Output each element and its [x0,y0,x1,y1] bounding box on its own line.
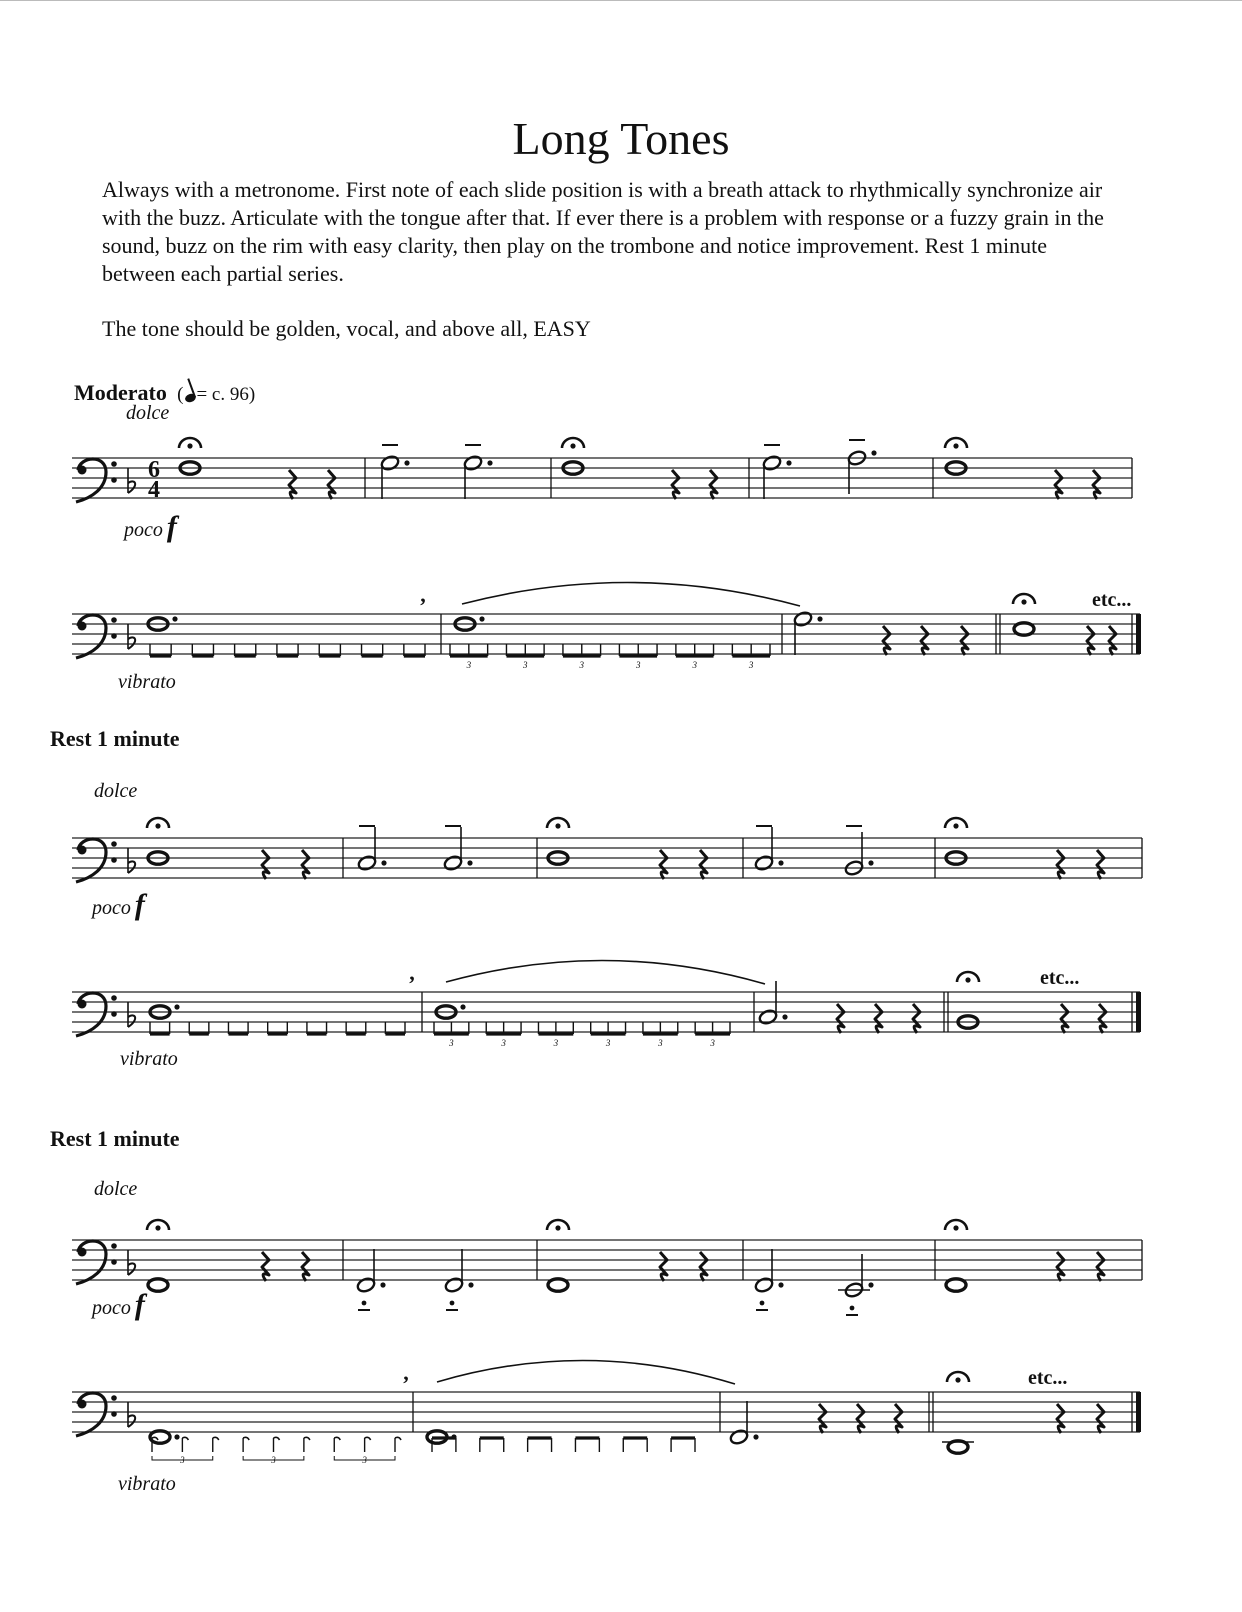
whole-note [148,1279,168,1291]
staff-system-4 [72,960,1141,1048]
augmentation-dot [868,1282,873,1287]
fermata-dot [953,1225,958,1230]
quarter-rest-icon [1055,470,1062,499]
augmentation-dot [778,860,783,865]
quarter-rest-icon [1093,470,1100,499]
half-note [380,454,400,471]
half-note [793,610,813,627]
eighth-flag [274,1437,280,1440]
staff-system-6 [72,1360,1141,1465]
quarter-rest-icon [875,1004,882,1033]
tuplet-number: 3 [579,660,585,670]
etc-marking: etc... [1028,1367,1068,1389]
quarter-rest-icon [302,850,309,879]
slur-arc [437,1360,735,1384]
quarter-rest-icon [1061,1004,1068,1033]
tuplet-number: 3 [501,1038,506,1048]
bass-clef-icon [76,993,106,1036]
eighth-flag [243,1437,249,1440]
quarter-rest-icon [913,1004,920,1033]
bass-clef-icon [78,466,87,475]
vibrato-marking: vibrato [118,1473,176,1495]
tuplet-number: 3 [180,1455,185,1465]
dolce-marking: dolce [126,402,170,424]
augmentation-dot [778,1282,783,1287]
augmentation-dot [868,860,873,865]
quarter-rest-icon [1099,1004,1106,1033]
forte-text: f [134,888,145,921]
quarter-rest-icon [302,1252,309,1281]
augmentation-dot [817,616,822,621]
bass-clef-dot [111,617,117,623]
time-signature-top: 6 [148,457,160,483]
fermata-dot [570,443,575,448]
quarter-rest-icon [1109,626,1116,655]
metronome-value: = c. 96 [196,384,249,405]
tuplet-number: 3 [658,1038,663,1048]
intro-paragraph: Always with a metronome. First note of each slide position is with a breath attack to rhythmically synchronize air with the buzz. Articulate with the tongue after that. If ever there is a problem with response or a fuzzy grain in the sound, buzz on the rim with easy clarity, then play on the trombone and notice improvement. Rest 1 minute between each partial series. [102,177,1104,286]
bass-clef-dot [111,461,117,467]
quarter-rest-icon [837,1004,844,1033]
quarter-rest-icon [1057,1404,1064,1433]
forte-text: f [166,510,177,543]
slur-arc [446,960,765,984]
eighth-flag [182,1437,188,1440]
staff-system-2 [72,582,1141,670]
quarter-rest-icon [895,1404,902,1433]
augmentation-dot [467,860,472,865]
flat-icon [128,481,135,493]
tempo-label: Moderato [74,380,167,405]
half-note [754,854,774,871]
whole-note [1014,623,1034,635]
bass-clef-icon [78,1248,87,1257]
tuplet-number: 3 [710,1038,715,1048]
bass-clef-dot [111,633,117,639]
staff-system-5 [72,1220,1142,1315]
fermata-dot [1021,599,1026,604]
half-note [444,1276,464,1293]
bass-clef-icon [78,1400,87,1409]
tuplet-number: 3 [449,1038,454,1048]
bass-clef-dot [111,857,117,863]
bass-clef-dot [111,841,117,847]
flat-icon [128,1263,135,1275]
quarter-rest-icon [819,1404,826,1433]
quarter-rest-icon [1097,850,1104,879]
quarter-rest-icon [710,470,717,499]
bass-clef-icon [78,622,87,631]
fermata-dot [965,977,970,982]
whole-note [946,1279,966,1291]
fermata-dot [955,1377,960,1382]
flat-icon [128,861,135,873]
half-note [356,1276,376,1293]
bass-clef-dot [111,477,117,483]
quarter-rest-icon [1057,1252,1064,1281]
vibrato-marking: vibrato [120,1048,178,1070]
etc-marking: etc... [1040,967,1080,989]
augmentation-dot [786,460,791,465]
fermata-dot [155,1225,160,1230]
tuplet-number: 3 [635,660,641,670]
bass-clef-dot [111,1411,117,1417]
eighth-flag [365,1437,371,1440]
fermata-dot [555,823,560,828]
fermata-dot [555,1225,560,1230]
quarter-rest-icon [289,470,296,499]
augmentation-dot [753,1434,758,1439]
augmentation-dot [172,616,177,621]
final-barline [1136,614,1141,654]
breath-mark: , [420,582,426,607]
fermata-dot [155,823,160,828]
quarter-rest-icon [700,850,707,879]
staccato-mark [450,1301,455,1306]
breath-mark: , [403,1360,409,1385]
fermata-dot [953,823,958,828]
tuplet-number: 3 [362,1455,367,1465]
quarter-rest-icon [1097,1404,1104,1433]
tuplet-number: 3 [271,1455,276,1465]
staff-system-3 [72,818,1142,882]
quarter-rest-icon [921,626,928,655]
bass-clef-icon [76,839,106,882]
flat-icon [128,1015,135,1027]
bass-clef-icon [76,1393,106,1436]
whole-note [548,1279,568,1291]
eighth-flag [304,1437,310,1440]
half-note [758,1008,778,1025]
rest-label: Rest 1 minute [50,1126,180,1151]
tuplet-number: 3 [748,660,754,670]
slur-arc [462,582,800,606]
rest-label: Rest 1 minute [50,726,180,751]
page-title: Long Tones [512,113,730,164]
tuplet-number: 3 [605,1038,611,1048]
tuplet-number: 3 [692,660,697,670]
time-signature-bottom: 4 [148,477,160,503]
quarter-rest-icon [660,1252,667,1281]
dolce-marking: dolce [94,1178,138,1200]
quarter-rest-icon [700,1252,707,1281]
tuplet-number: 3 [523,660,528,670]
bass-clef-icon [78,1000,87,1009]
bass-clef-dot [111,1011,117,1017]
quarter-rest-icon [883,626,890,655]
metronome-mark: ( = c. 96) [172,384,256,405]
augmentation-dot [380,1282,385,1287]
dolce-marking: dolce [94,780,138,802]
eighth-flag [334,1437,340,1440]
augmentation-dot [174,1434,179,1439]
tuplet-number: 3 [466,660,472,670]
staff-system-1 [72,438,1132,503]
quarter-rest-icon [672,470,679,499]
quarter-rest-icon [660,850,667,879]
bass-clef-dot [111,1243,117,1249]
bass-clef-icon [78,846,87,855]
staccato-mark [362,1301,367,1306]
quarter-rest-icon [857,1404,864,1433]
quarter-rest-icon [961,626,968,655]
staccato-mark [760,1301,765,1306]
etc-marking: etc... [1092,589,1132,611]
eighth-flag [395,1437,401,1440]
augmentation-dot [871,450,876,455]
quarter-rest-icon [262,1252,269,1281]
final-barline [1136,992,1141,1032]
augmentation-dot [404,460,409,465]
half-note [729,1428,749,1445]
bass-clef-icon [76,459,106,502]
breath-mark: , [409,960,415,985]
final-barline [1136,1392,1141,1432]
bass-clef-dot [111,1259,117,1265]
half-note [463,454,483,471]
augmentation-dot [782,1014,787,1019]
flat-icon [128,637,135,649]
half-note [762,454,782,471]
tone-paragraph: The tone should be golden, vocal, and above all, EASY [102,316,591,341]
eighth-flag [213,1437,219,1440]
poco-text: poco [92,1297,131,1319]
fermata-dot [187,443,192,448]
staccato-mark [850,1306,855,1311]
quarter-rest-icon [1087,626,1094,655]
poco-text: poco [92,897,131,919]
tuplet-number: 3 [553,1038,559,1048]
half-note [357,854,377,871]
quarter-rest-icon [262,850,269,879]
quarter-rest-icon [1097,1252,1104,1281]
half-note [443,854,463,871]
augmentation-dot [468,1282,473,1287]
bass-clef-dot [111,1395,117,1401]
augmentation-dot [487,460,492,465]
bass-clef-dot [111,995,117,1001]
augmentation-dot [460,1004,465,1009]
augmentation-dot [174,1004,179,1009]
augmentation-dot [479,616,484,621]
vibrato-marking: vibrato [118,671,176,693]
poco-text: poco [124,519,163,541]
fermata-dot [953,443,958,448]
bass-clef-icon [76,1241,106,1284]
half-note [754,1276,774,1293]
quarter-rest-icon [328,470,335,499]
forte-text: f [134,1288,145,1321]
augmentation-dot [381,860,386,865]
quarter-rest-icon [1057,850,1064,879]
bass-clef-icon [76,615,106,658]
flat-icon [128,1415,135,1427]
